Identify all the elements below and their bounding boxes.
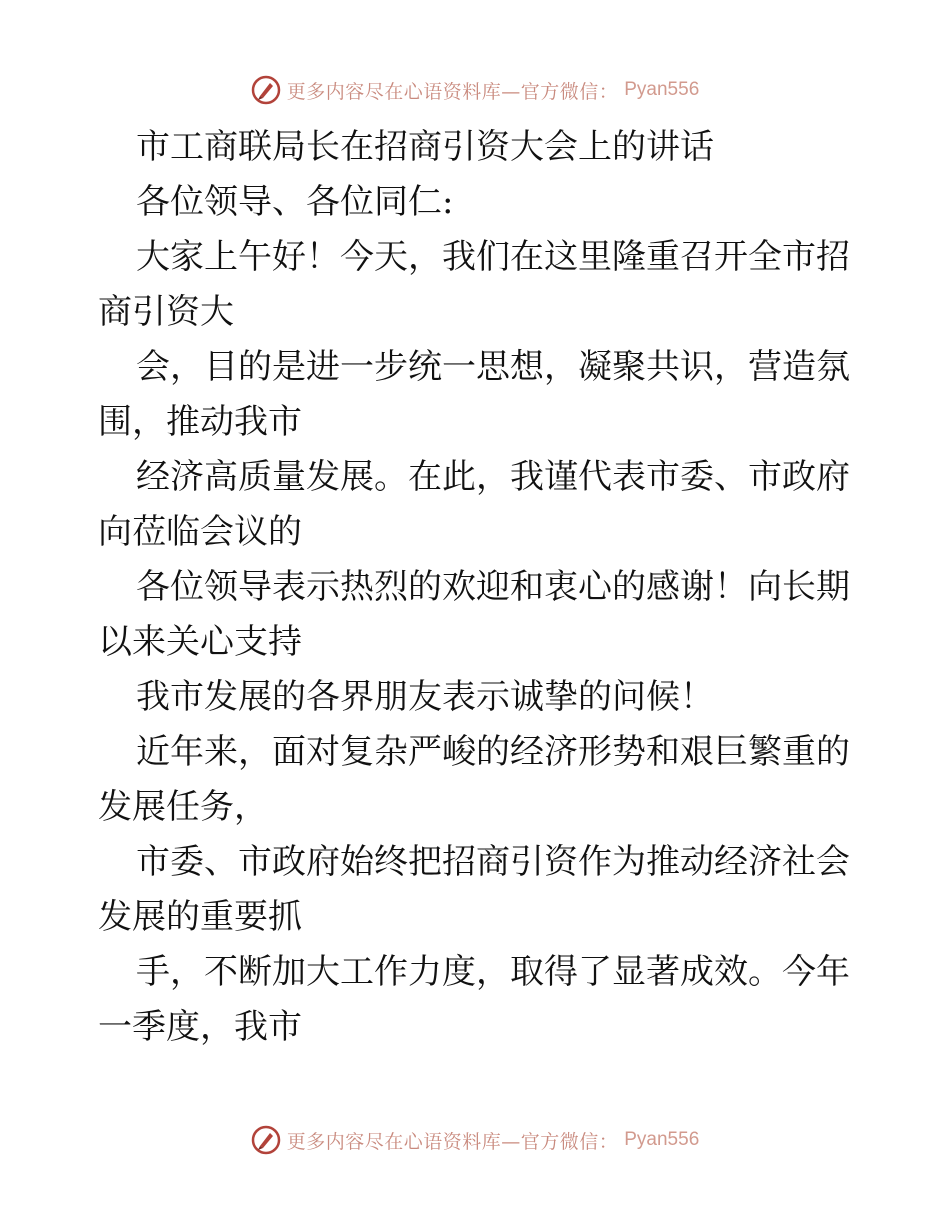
- paragraph-line: 商引资大: [98, 292, 234, 332]
- promo-text: 更多内容尽在心语资料库—官方微信：: [286, 80, 619, 103]
- salutation: 各位领导、各位同仁:: [136, 182, 454, 222]
- paragraph-line: 向莅临会议的: [98, 512, 302, 552]
- paragraph-line: 各位领导表示热烈的欢迎和衷心的感谢！向长期: [136, 567, 850, 607]
- wechat-id: Pyan556: [624, 1129, 700, 1150]
- paragraph-line: 我市发展的各界朋友表示诚挚的问候！: [136, 677, 714, 717]
- paragraph-line: 以来关心支持: [98, 622, 302, 662]
- document-body: [98, 120, 858, 1055]
- paragraph-line: 围，推动我市: [98, 402, 302, 442]
- paragraph-line: 发展的重要抓: [98, 897, 302, 937]
- paragraph-line: 一季度，我市: [98, 1007, 302, 1047]
- paragraph-line: 发展任务，: [98, 787, 268, 827]
- wechat-id: Pyan556: [624, 79, 700, 100]
- paragraph-line: 大家上午好！今天，我们在这里隆重召开全市招: [136, 237, 850, 277]
- paragraph-line: 近年来，面对复杂严峻的经济形势和艰巨繁重的: [136, 732, 850, 772]
- promo-text: 更多内容尽在心语资料库—官方微信：: [286, 1130, 619, 1153]
- paragraph-line: 手，不断加大工作力度，取得了显著成效。今年: [136, 952, 850, 992]
- footer-banner: [0, 1120, 950, 1160]
- paragraph-line: 经济高质量发展。在此，我谨代表市委、市政府: [136, 457, 850, 497]
- header-banner: [0, 70, 950, 110]
- pen-logo-icon: [251, 75, 281, 105]
- pen-logo-icon: [251, 1125, 281, 1155]
- document-title: 市工商联局长在招商引资大会上的讲话: [136, 127, 714, 167]
- paragraph-line: 市委、市政府始终把招商引资作为推动经济社会: [136, 842, 850, 882]
- paragraph-line: 会，目的是进一步统一思想，凝聚共识，营造氛: [136, 347, 850, 387]
